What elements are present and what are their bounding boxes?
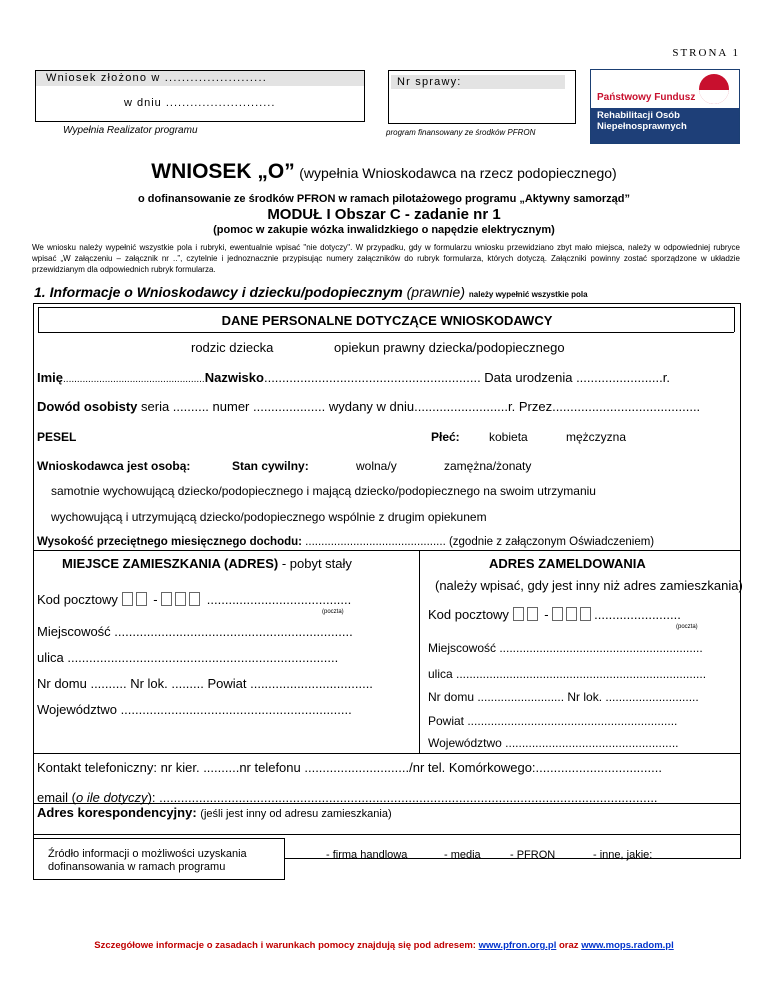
case-number-box xyxy=(388,70,576,124)
residence-heading-tail: - pobyt stały xyxy=(281,556,352,571)
correspondence-note: (jeśli jest inny od adresu zamieszkania) xyxy=(200,808,392,820)
postal-digit-box[interactable] xyxy=(552,607,563,621)
form-title-paren: (wypełnia Wnioskodawca na rzecz podopiecznego) xyxy=(299,165,617,181)
form-title xyxy=(0,160,768,184)
postal-digit-box[interactable] xyxy=(136,592,147,606)
purpose-line: (pomoc w zakupie wózka inwalidzkiego o napędzie elektrycznym) xyxy=(213,224,555,236)
registered-poczta-note: (poczta) xyxy=(676,624,698,630)
option-male[interactable]: mężczyzna xyxy=(566,430,627,444)
postal-digit-box[interactable] xyxy=(580,607,591,621)
applicant-is-label: Wnioskodawca jest osobą: xyxy=(37,459,191,473)
id-card-fields[interactable]: seria .......... numer .................... wydany w dniu..........................r. Przez......................................... xyxy=(141,399,701,414)
registered-heading: ADRES ZAMELDOWANIA xyxy=(489,556,646,571)
first-name-label: Imię xyxy=(37,370,64,385)
income-row xyxy=(37,536,654,548)
postal-digit-box[interactable] xyxy=(189,592,200,606)
id-card-label: Dowód osobisty xyxy=(37,399,138,414)
residence-city-field[interactable]: Miejscowość .................................................................. xyxy=(37,624,353,639)
residence-postal-label: Kod pocztowy xyxy=(37,592,118,607)
email-label: email ( xyxy=(37,790,77,805)
logo-emblem-icon xyxy=(699,74,729,104)
source-option-other[interactable]: - inne, jakie: xyxy=(593,849,653,861)
footer-and: oraz xyxy=(559,940,579,951)
personal-data-heading: DANE PERSONALNE DOTYCZĄCE WNIOSKODAWCY xyxy=(221,313,553,328)
registered-postal-row: Kod pocztowy - ........................ xyxy=(428,607,681,622)
option-joint-parent[interactable]: wychowującą i utrzymującą dziecko/podopiecznego wspólnie z drugim opiekunem xyxy=(51,510,487,524)
registered-postal-label: Kod pocztowy xyxy=(428,607,509,622)
source-label-box xyxy=(33,838,285,880)
postal-digit-box[interactable] xyxy=(513,607,524,621)
option-guardian[interactable]: opiekun prawny dziecka/podopiecznego xyxy=(334,340,565,355)
registered-city-field[interactable]: Miejscowość ............................................................. xyxy=(428,641,703,655)
submitted-in-field[interactable]: Wniosek złożono w ........................ xyxy=(36,71,364,86)
last-name-label: Nazwisko xyxy=(204,370,264,385)
section-1-tail: należy wypełnić wszystkie pola xyxy=(468,290,588,299)
logo-line-3: Niepełnosprawnych xyxy=(597,121,687,132)
module-line: MODUŁ I Obszar C - zadanie nr 1 xyxy=(267,206,501,223)
first-name-field[interactable]: ................................................... xyxy=(63,374,205,385)
residence-heading xyxy=(62,556,352,571)
filled-by-note: Wypełnia Realizator programu xyxy=(63,125,198,136)
correspondence-row xyxy=(37,805,392,820)
source-option-media[interactable]: - media xyxy=(444,849,481,861)
name-row xyxy=(37,370,670,385)
option-married[interactable]: zamężna/żonaty xyxy=(444,459,532,473)
submission-date-field[interactable]: w dniu ........................... xyxy=(124,97,276,109)
residence-voivodeship-field[interactable]: Województwo ................................................................ xyxy=(37,702,352,717)
id-row xyxy=(37,399,700,414)
option-female[interactable]: kobieta xyxy=(489,430,528,444)
case-number-field[interactable]: Nr sprawy: xyxy=(391,75,565,89)
logo-line-2: Rehabilitacji Osób xyxy=(597,110,680,121)
correspondence-label: Adres korespondencyjny: xyxy=(37,805,197,820)
pfron-link[interactable]: www.pfron.org.pl xyxy=(478,940,557,951)
gender-label: Płeć: xyxy=(431,430,460,444)
registered-house-field[interactable]: Nr domu .......................... Nr lok. ............................ xyxy=(428,690,699,704)
section-1-paren: (prawnie) xyxy=(406,284,465,300)
option-single[interactable]: wolna/y xyxy=(356,459,397,473)
registered-street-field[interactable]: ulica ........................................................................... xyxy=(428,667,707,681)
postal-digit-box[interactable] xyxy=(122,592,133,606)
funding-note: program finansowany ze środków PFRON xyxy=(386,128,536,137)
footer-text: Szczegółowe informacje o zasadach i warunkach pomocy znajdują się pod adresem: xyxy=(94,940,476,951)
residence-house-field[interactable]: Nr domu .......... Nr lok. ......... Powiat .................................. xyxy=(37,676,373,691)
personal-data-frame xyxy=(33,303,741,859)
registered-note: (należy wpisać, gdy jest inny niż adres zamieszkania) xyxy=(435,578,743,593)
pesel-label: PESEL xyxy=(37,430,77,444)
postal-digit-box[interactable] xyxy=(161,592,172,606)
email-field[interactable]: ): .......................................................................................................................................... xyxy=(147,790,658,805)
section-1-title: 1. Informacje o Wnioskodawcy i dziecku/podopiecznym xyxy=(34,284,403,300)
form-title-main: WNIOSEK „O” xyxy=(151,160,295,183)
registered-voivodeship-field[interactable]: Województwo .................................................... xyxy=(428,736,679,750)
page-number: STRONA 1 xyxy=(672,47,740,59)
residence-poczta-note: (poczta) xyxy=(322,609,344,615)
instructions-note: We wniosku należy wypełnić wszystkie pola i rubryki, ewentualnie wpisać "nie dotyczy". W przypadku, gdy w formularzu wniosku przewidziano zbyt mało miejsca, należy w odpowiedniej rubryce wpisać „W załączeniu – załącznik nr ..”, czytelnie i jednoznacznie przypisując numery załączników do rubryk formularza, których dotyczą. Załączniki powinny zostać sporządzone w układzie przewidzianym dla odpowiednich rubryk formularza. xyxy=(32,243,740,274)
program-line: o dofinansowanie ze środków PFRON w ramach pilotażowego programu „Aktywny samorząd” xyxy=(137,193,631,205)
logo-line-1: Państwowy Fundusz xyxy=(597,92,696,103)
footer-info xyxy=(0,940,768,951)
source-option-shop[interactable]: - firma handlowa xyxy=(326,849,408,861)
postal-digit-box[interactable] xyxy=(566,607,577,621)
pfron-logo xyxy=(590,69,740,144)
residence-street-field[interactable]: ulica ........................................................................... xyxy=(37,650,339,665)
option-parent[interactable]: rodzic dziecka xyxy=(191,340,274,355)
section-1-heading xyxy=(34,284,588,300)
submission-box xyxy=(35,70,365,122)
email-optional-note: o ile dotyczy xyxy=(76,790,148,805)
civil-status-label: Stan cywilny: xyxy=(232,459,309,473)
registered-post-office-field[interactable]: ........................ xyxy=(594,607,681,622)
option-single-parent[interactable]: samotnie wychowującą dziecko/podopiecznego i mającą dziecko/podopiecznego na swoim utrzymaniu xyxy=(51,484,596,498)
postal-digit-box[interactable] xyxy=(527,607,538,621)
residence-post-office-field[interactable]: ........................................ xyxy=(206,592,352,607)
registered-district-field[interactable]: Powiat ............................................................... xyxy=(428,714,678,728)
residence-heading-main: MIEJSCE ZAMIESZKANIA (ADRES) xyxy=(62,556,279,571)
mops-link[interactable]: www.mops.radom.pl xyxy=(581,940,674,951)
source-option-pfron[interactable]: - PFRON xyxy=(510,849,556,861)
source-label: Źródło informacji o możliwości uzyskania dofinansowania w ramach programu xyxy=(48,848,247,873)
income-label: Wysokość przeciętnego miesięcznego dochodu: xyxy=(37,536,302,548)
residence-postal-row: Kod pocztowy - ........................................ xyxy=(37,592,352,607)
postal-digit-box[interactable] xyxy=(175,592,186,606)
last-name-birthdate-field[interactable]: ............................................................ Data urodzenia ........................r. xyxy=(263,370,670,385)
phone-field[interactable]: Kontakt telefoniczny: nr kier. ..........nr telefonu ............................./nr tel. Komórkowego:................................... xyxy=(37,760,662,775)
income-field[interactable]: ............................................ (zgodnie z załączonym Oświadczeniem) xyxy=(301,536,655,548)
